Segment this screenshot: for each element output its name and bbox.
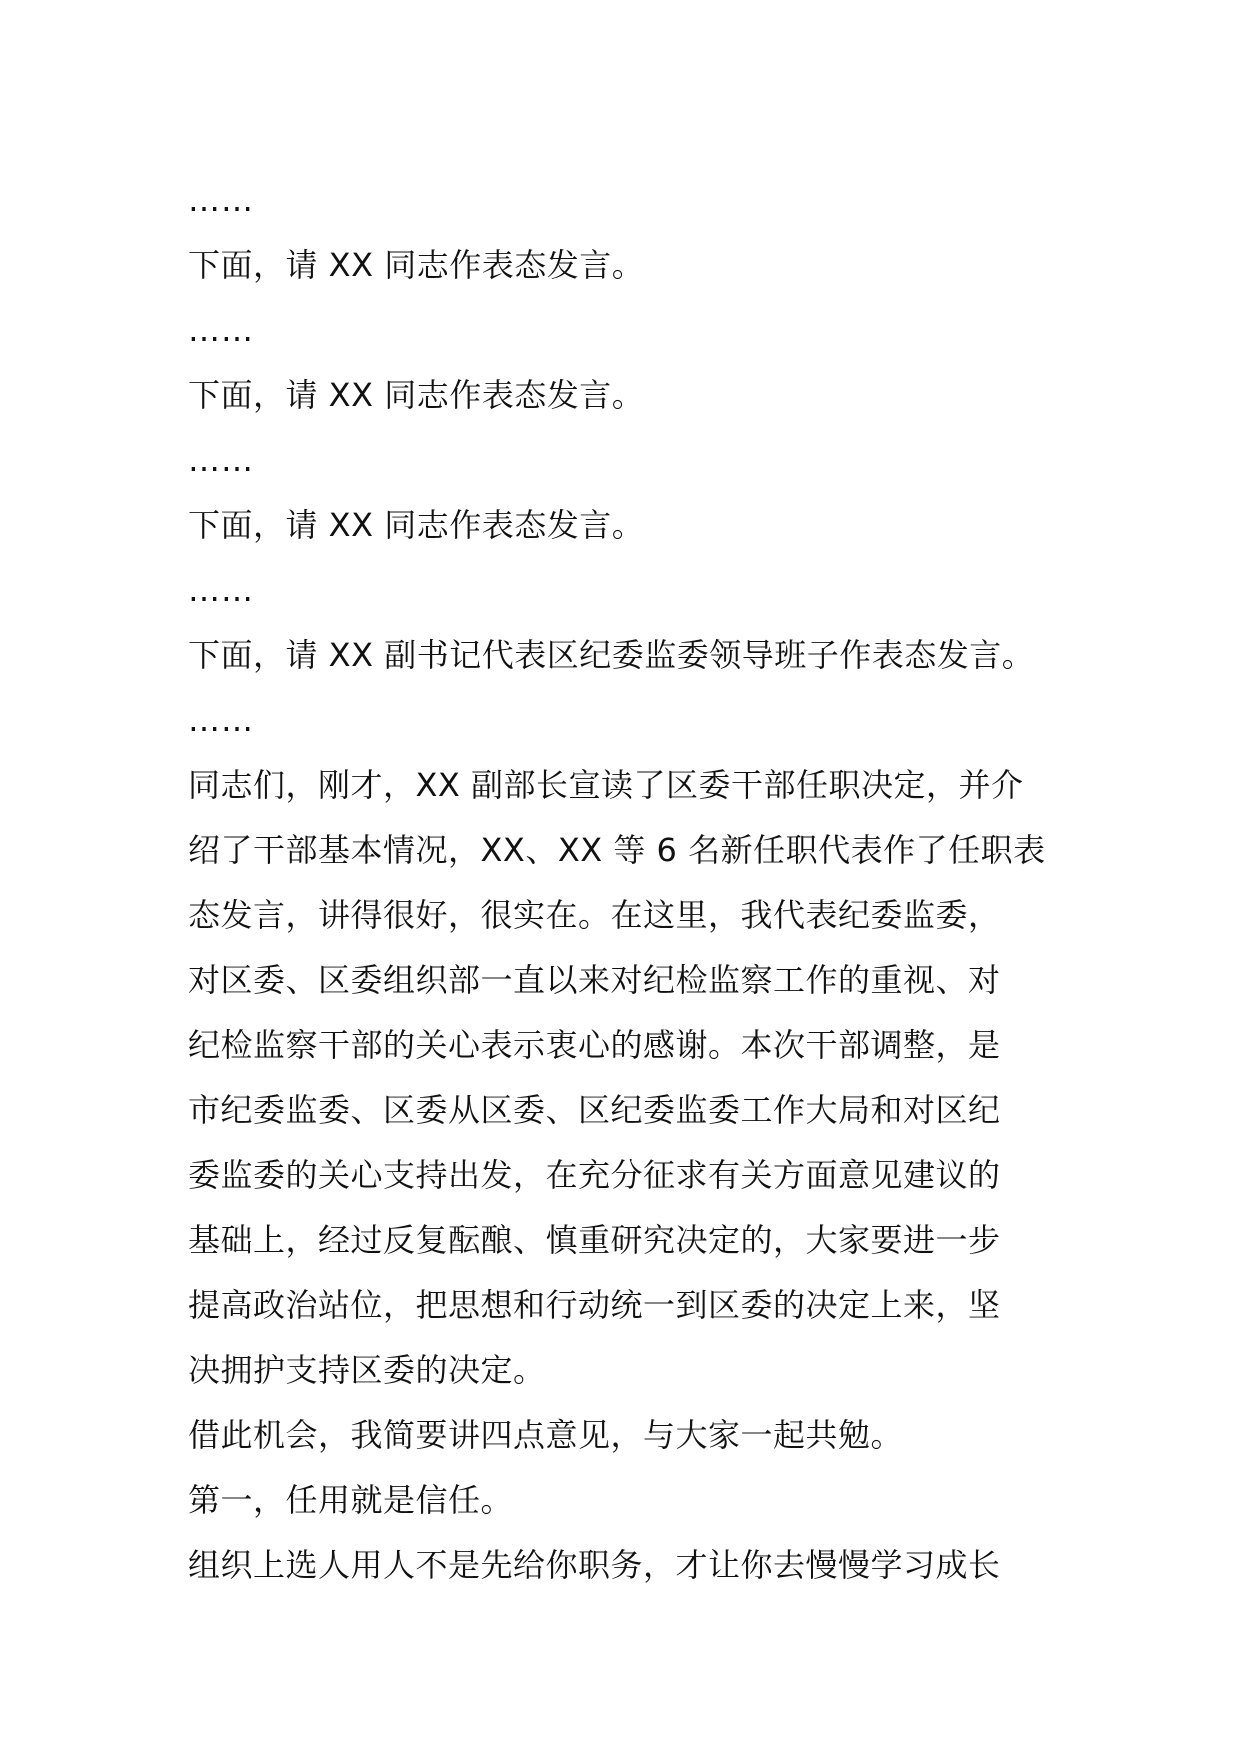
body-text-line: 委监委的关心支持出发，在充分征求有关方面意见建议的 [188,1156,1001,1194]
body-text-line: 同志们，刚才，XX 副部长宣读了区委干部任职决定，并介 [188,766,1024,804]
document-page [188,168,1058,1598]
ellipsis-line: …… [188,311,254,349]
body-text-line: 基础上，经过反复酝酿、慎重研究决定的，大家要进一步 [188,1221,1001,1259]
body-text-line: 决拥护支持区委的决定。 [188,1351,546,1389]
body-text-line: 绍了干部基本情况，XX、XX 等 6 名新任职代表作了任职表 [188,831,1046,869]
body-text-line: 对区委、区委组织部一直以来对纪检监察工作的重视、对 [188,961,1001,999]
ellipsis-line: …… [188,181,254,219]
body-text-line: 提高政治站位，把思想和行动统一到区委的决定上来，坚 [188,1286,1001,1324]
body-text-line: 态发言，讲得很好，很实在。在这里，我代表纪委监委， [188,896,1001,934]
section-heading-line: 第一，任用就是信任。 [188,1481,514,1519]
ellipsis-line: …… [188,701,254,739]
ellipsis-line: …… [188,441,254,479]
speech-invite-line: 下面，请 XX 副书记代表区纪委监委领导班子作表态发言。 [188,636,1035,674]
body-text-line: 借此机会，我简要讲四点意见，与大家一起共勉。 [188,1416,904,1454]
body-text-line: 组织上选人用人不是先给你职务，才让你去慢慢学习成长 [188,1546,1001,1584]
speech-invite-line: 下面，请 XX 同志作表态发言。 [188,506,645,544]
ellipsis-line: …… [188,571,254,609]
body-text-line: 纪检监察干部的关心表示衷心的感谢。本次干部调整，是 [188,1026,1001,1064]
speech-invite-line: 下面，请 XX 同志作表态发言。 [188,376,645,414]
speech-invite-line: 下面，请 XX 同志作表态发言。 [188,246,645,284]
body-text-line: 市纪委监委、区委从区委、区纪委监委工作大局和对区纪 [188,1091,1001,1129]
